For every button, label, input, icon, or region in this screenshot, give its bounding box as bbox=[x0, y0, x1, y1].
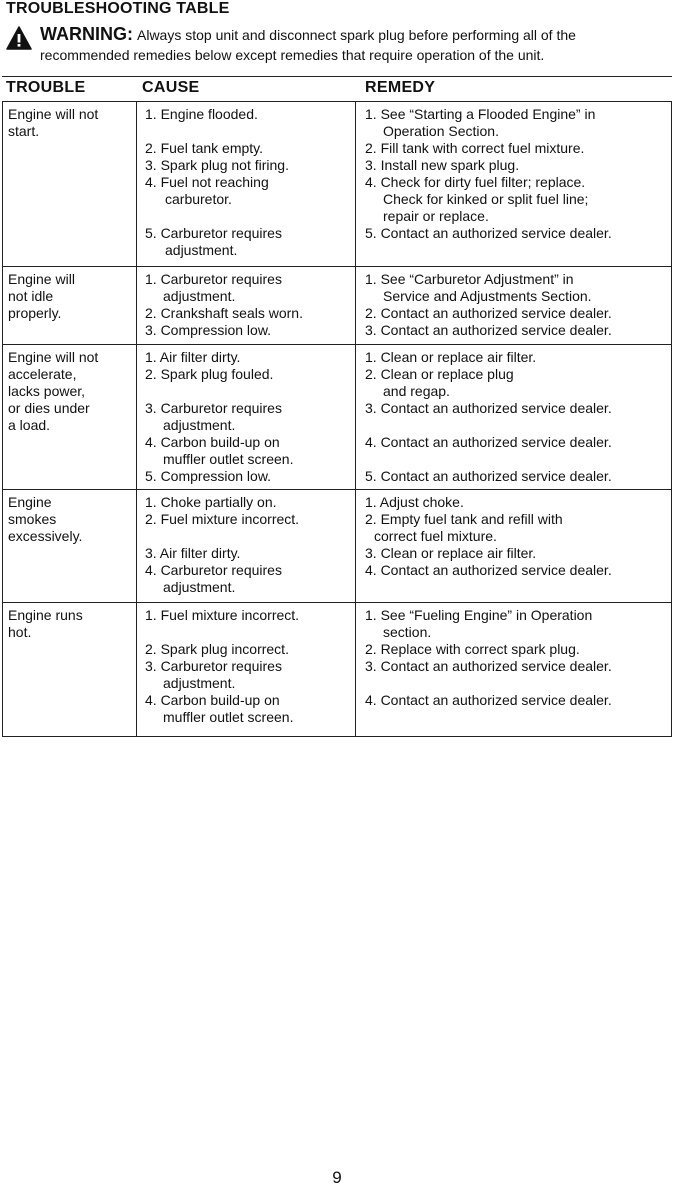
remedy-line: 4. Contact an authorized service dealer. bbox=[365, 562, 612, 578]
page-number: 9 bbox=[332, 1168, 342, 1187]
remedy-cell bbox=[365, 349, 671, 488]
remedy-line: 5. Contact an authorized service dealer. bbox=[365, 468, 612, 484]
cause-line: 2. Fuel mixture incorrect. bbox=[145, 511, 300, 527]
cause-line: adjustment. bbox=[163, 675, 236, 691]
remedy-line: 3. Contact an authorized service dealer. bbox=[365, 400, 612, 416]
remedy-line: 1. See “Starting a Flooded Engine” in bbox=[365, 106, 596, 122]
cause-line: carburetor. bbox=[165, 191, 232, 207]
row-divider bbox=[2, 344, 672, 345]
cause-line: 5. Carburetor requires bbox=[145, 225, 282, 241]
cause-line: 2. Fuel tank empty. bbox=[145, 140, 264, 156]
cause-line: adjustment. bbox=[163, 417, 236, 433]
remedy-line: and regap. bbox=[383, 383, 450, 399]
cause-line: muffler outlet screen. bbox=[163, 709, 294, 725]
remedy-line: Check for kinked or split fuel line; bbox=[383, 191, 589, 207]
cause-cell bbox=[145, 607, 351, 736]
cause-line: adjustment. bbox=[163, 288, 236, 304]
cause-line: 4. Carbon build-up on bbox=[145, 692, 280, 708]
remedy-cell bbox=[365, 271, 671, 343]
trouble-line: lacks power, bbox=[8, 383, 86, 399]
cause-line: adjustment. bbox=[165, 242, 238, 258]
warning-icon bbox=[6, 26, 32, 50]
remedy-line: 1. Adjust choke. bbox=[365, 494, 464, 510]
trouble-line: a load. bbox=[8, 417, 51, 433]
cause-line: 4. Fuel not reaching bbox=[145, 174, 269, 190]
row-divider bbox=[2, 266, 672, 267]
header-cause: CAUSE bbox=[142, 79, 200, 96]
remedy-line: 2. Empty fuel tank and refill with bbox=[365, 511, 563, 527]
remedy-line: 4. Contact an authorized service dealer. bbox=[365, 434, 612, 450]
cause-line: 1. Air filter dirty. bbox=[145, 349, 241, 365]
remedy-line: repair or replace. bbox=[383, 208, 489, 224]
cause-cell bbox=[145, 271, 351, 343]
warning-notice bbox=[40, 24, 670, 65]
remedy-line: 2. Contact an authorized service dealer. bbox=[365, 305, 612, 321]
cause-cell bbox=[145, 349, 351, 488]
warning-line-1: Always stop unit and disconnect spark plug before performing all of the bbox=[137, 27, 576, 43]
trouble-line: start. bbox=[8, 123, 40, 139]
trouble-cell bbox=[8, 106, 132, 265]
remedy-line: 3. Contact an authorized service dealer. bbox=[365, 658, 612, 674]
remedy-line: Service and Adjustments Section. bbox=[383, 288, 592, 304]
page-title: TROUBLESHOOTING TABLE bbox=[6, 0, 230, 17]
cause-line: 3. Carburetor requires bbox=[145, 658, 282, 674]
cause-line: 1. Choke partially on. bbox=[145, 494, 277, 510]
remedy-line: 1. See “Carburetor Adjustment” in bbox=[365, 271, 574, 287]
cause-line: 4. Carburetor requires bbox=[145, 562, 282, 578]
row-divider bbox=[2, 602, 672, 603]
cause-line: 2. Crankshaft seals worn. bbox=[145, 305, 303, 321]
remedy-cell bbox=[365, 494, 671, 601]
remedy-line: correct fuel mixture. bbox=[374, 528, 497, 544]
cause-line: adjustment. bbox=[163, 579, 236, 595]
cause-line: 1. Fuel mixture incorrect. bbox=[145, 607, 300, 623]
column-divider bbox=[355, 101, 356, 737]
header-trouble: TROUBLE bbox=[6, 79, 86, 96]
cause-line: 2. Spark plug incorrect. bbox=[145, 641, 289, 657]
remedy-line: 3. Clean or replace air filter. bbox=[365, 545, 537, 561]
remedy-line: 2. Fill tank with correct fuel mixture. bbox=[365, 140, 585, 156]
remedy-line: 2. Replace with correct spark plug. bbox=[365, 641, 580, 657]
cause-line: muffler outlet screen. bbox=[163, 451, 294, 467]
trouble-cell bbox=[8, 607, 132, 736]
header-top-rule bbox=[2, 76, 672, 77]
cause-line: 3. Carburetor requires bbox=[145, 400, 282, 416]
remedy-line: Operation Section. bbox=[383, 123, 499, 139]
remedy-line: 5. Contact an authorized service dealer. bbox=[365, 225, 612, 241]
column-divider bbox=[136, 101, 137, 737]
cause-line: 1. Carburetor requires bbox=[145, 271, 282, 287]
trouble-line: Engine runs bbox=[8, 607, 83, 623]
remedy-line: 3. Install new spark plug. bbox=[365, 157, 520, 173]
cause-line: 4. Carbon build-up on bbox=[145, 434, 280, 450]
trouble-line: Engine will bbox=[8, 271, 75, 287]
trouble-line: hot. bbox=[8, 624, 32, 640]
cause-line: 1. Engine flooded. bbox=[145, 106, 258, 122]
remedy-line: 1. See “Fueling Engine” in Operation bbox=[365, 607, 593, 623]
trouble-line: Engine will not bbox=[8, 349, 99, 365]
trouble-line: not idle bbox=[8, 288, 54, 304]
remedy-line: 1. Clean or replace air filter. bbox=[365, 349, 537, 365]
cause-cell bbox=[145, 494, 351, 601]
remedy-line: 2. Clean or replace plug bbox=[365, 366, 514, 382]
cause-cell bbox=[145, 106, 351, 265]
remedy-line: 3. Contact an authorized service dealer. bbox=[365, 322, 612, 338]
remedy-line: section. bbox=[383, 624, 432, 640]
trouble-line: accelerate, bbox=[8, 366, 77, 382]
warning-label: WARNING: bbox=[40, 24, 133, 44]
remedy-line: 4. Check for dirty fuel filter; replace. bbox=[365, 174, 586, 190]
trouble-cell bbox=[8, 271, 132, 343]
trouble-line: properly. bbox=[8, 305, 62, 321]
remedy-cell bbox=[365, 106, 671, 265]
trouble-line: excessively. bbox=[8, 528, 83, 544]
trouble-line: or dies under bbox=[8, 400, 90, 416]
trouble-cell bbox=[8, 494, 132, 601]
remedy-line: 4. Contact an authorized service dealer. bbox=[365, 692, 612, 708]
cause-line: 3. Spark plug not firing. bbox=[145, 157, 289, 173]
remedy-cell bbox=[365, 607, 671, 736]
trouble-line: Engine will not bbox=[8, 106, 99, 122]
header-remedy: REMEDY bbox=[365, 79, 436, 96]
cause-line: 3. Compression low. bbox=[145, 322, 272, 338]
trouble-line: Engine bbox=[8, 494, 52, 510]
row-divider bbox=[2, 489, 672, 490]
cause-line: 5. Compression low. bbox=[145, 468, 272, 484]
trouble-cell bbox=[8, 349, 132, 488]
cause-line: 3. Air filter dirty. bbox=[145, 545, 241, 561]
cause-line: 2. Spark plug fouled. bbox=[145, 366, 274, 382]
trouble-line: smokes bbox=[8, 511, 57, 527]
warning-line-2: recommended remedies below except remedies that require operation of the unit. bbox=[40, 47, 545, 63]
